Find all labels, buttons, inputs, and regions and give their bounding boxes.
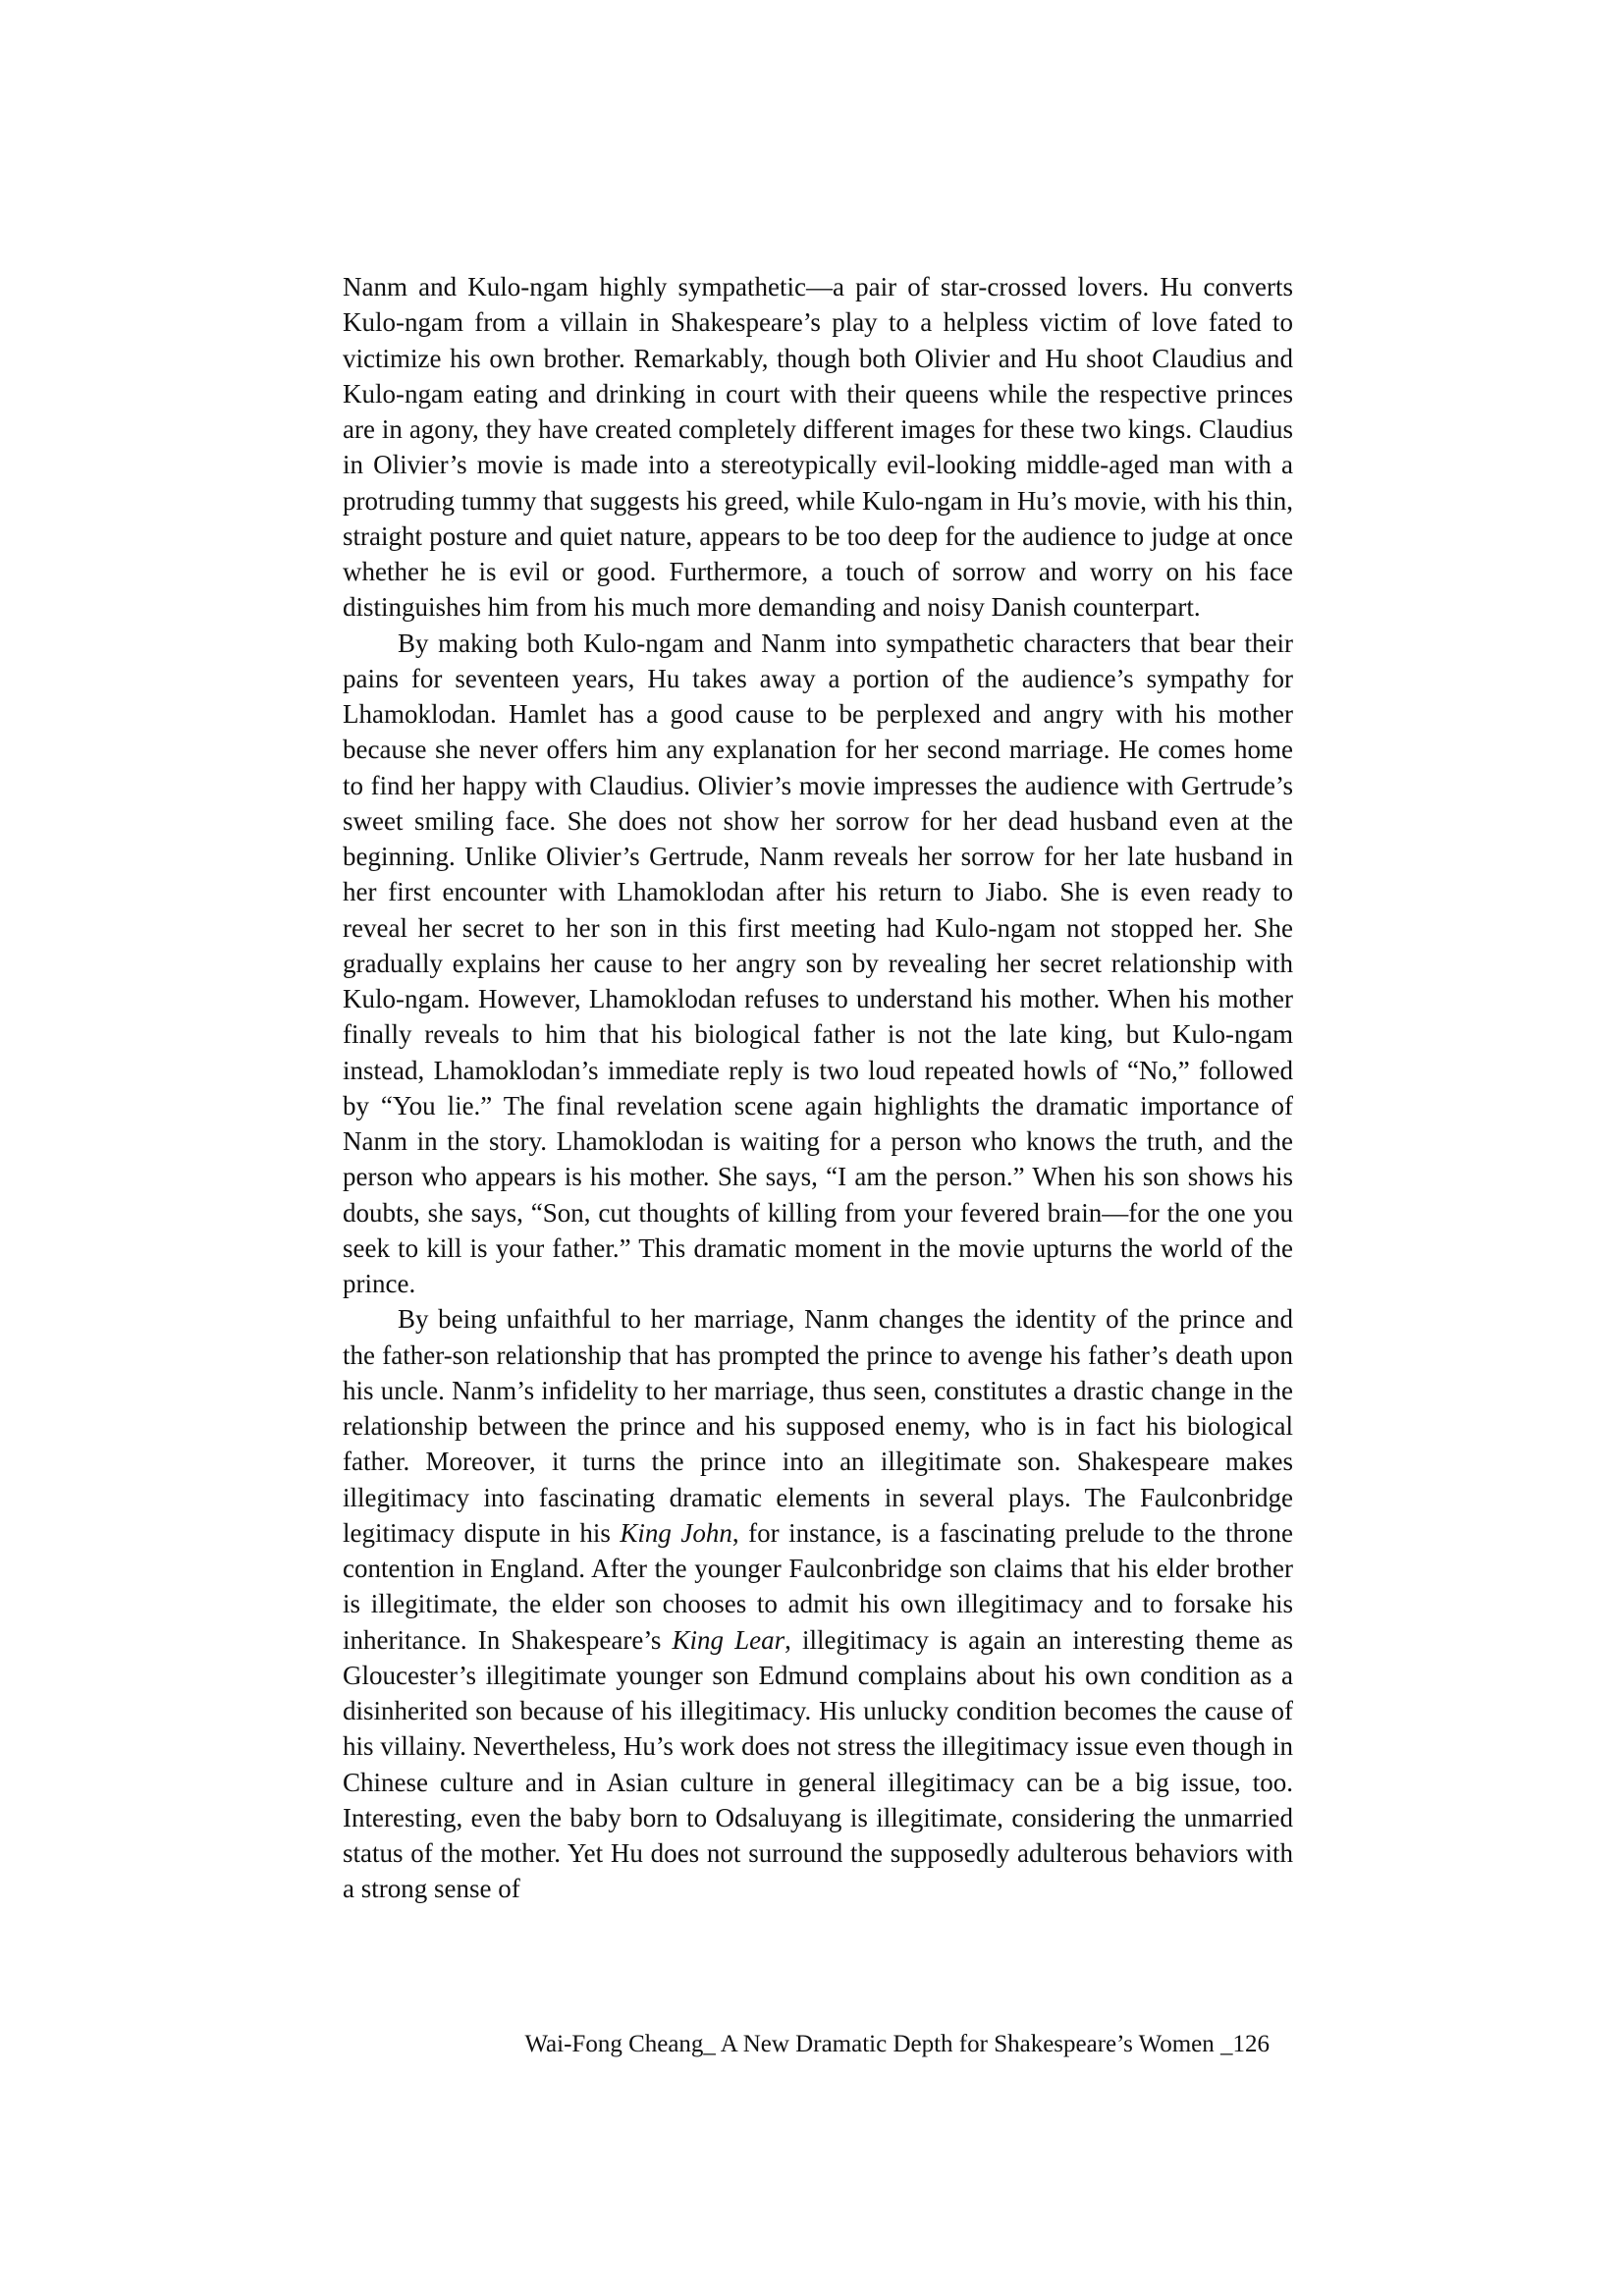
page-body <box>343 269 1293 1907</box>
paragraph-2: By making both Kulo-ngam and Nanm into sympathetic characters that bear their pains for seventeen years, Hu takes away a portion of the audience’s sympathy for Lhamoklodan. Hamlet has a good cause to be perplexed and angry with his mother because she never offers him any explanation for her second marriage. He comes home to find her happy with Claudius. Olivier’s movie impresses the audience with Gertrude’s sweet smiling face. She does not show her sorrow for her dead husband even at the beginning. Unlike Olivier’s Gertrude, Nanm reveals her sorrow for her late husband in her first encounter with Lhamoklodan after his return to Jiabo. She is even ready to reveal her secret to her son in this first meeting had Kulo-ngam not stopped her. She gradually explains her cause to her angry son by revealing her secret relationship with Kulo-ngam. However, Lhamoklodan refuses to understand his mother. When his mother finally reveals to him that his biological father is not the late king, but Kulo-ngam instead, Lhamoklodan’s immediate reply is two loud repeated howls of “No,” followed by “You lie.” The final revelation scene again highlights the dramatic importance of Nanm in the story. Lhamoklodan is waiting for a person who knows the truth, and the person who appears is his mother. She says, “I am the person.” When his son shows his doubts, she says, “Son, cut thoughts of killing from your fevered brain—for the one you seek to kill is your father.” This dramatic moment in the movie upturns the world of the prince. <box>343 628 1293 1298</box>
page-footer: Wai-Fong Cheang_ A New Dramatic Depth for Shakespeare’s Women _126 <box>524 2031 1270 2057</box>
title-king-john: King John <box>620 1517 732 1548</box>
paragraph-3-text-2: , for instance, is a fascinating prelude to the throne contention in England. After the younger Faulconbridge son claims that his elder brother is illegitimate, the elder son chooses to admit his own illegitimacy and to forsake his inheritance. In Shakespeare’s <box>343 1517 1293 1655</box>
paragraph-3-text-3: , illegitimacy is again an interesting theme as Gloucester’s illegitimate younger son Edmund complains about his own condition as a disinherited son because of his illegitimacy. His unlucky condition becomes the cause of his villainy. Nevertheless, Hu’s work does not stress the illegitimacy issue even though in Chinese culture and in Asian culture in general illegitimacy can be a big issue, too. Interesting, even the baby born to Odsaluyang is illegitimate, considering the unmarried status of the mother. Yet Hu does not surround the supposedly adulterous behaviors with a strong sense of <box>343 1624 1293 1904</box>
title-king-lear: King Lear <box>672 1624 785 1655</box>
paragraph-3 <box>343 1301 1293 1906</box>
paragraph-1: Nanm and Kulo-ngam highly sympathetic—a pair of star-crossed lovers. Hu converts Kulo-ngam from a villain in Shakespeare’s play to a helpless victim of love fated to victimize his own brother. Remarkably, though both Olivier and Hu shoot Claudius and Kulo-ngam eating and drinking in court with their queens while the respective princes are in agony, they have created completely different images for these two kings. Claudius in Olivier’s movie is made into a stereotypically evil-looking middle-aged man with a protruding tummy that suggests his greed, while Kulo-ngam in Hu’s movie, with his thin, straight posture and quiet nature, appears to be too deep for the audience to judge at once whether he is evil or good. Furthermore, a touch of sorrow and worry on his face distinguishes him from his much more demanding and noisy Danish counterpart. <box>343 272 1293 623</box>
paragraph-3-text-1: By being unfaithful to her marriage, Nanm changes the identity of the prince and the father-son relationship that has prompted the prince to avenge his father’s death upon his uncle. Nanm’s infidelity to her marriage, thus seen, constitutes a drastic change in the relationship between the prince and his supposed enemy, who is in fact his biological father. Moreover, it turns the prince into an illegitimate son. Shakespeare makes illegitimacy into fascinating dramatic elements in several plays. The Faulconbridge legitimacy dispute in his <box>343 1304 1293 1548</box>
